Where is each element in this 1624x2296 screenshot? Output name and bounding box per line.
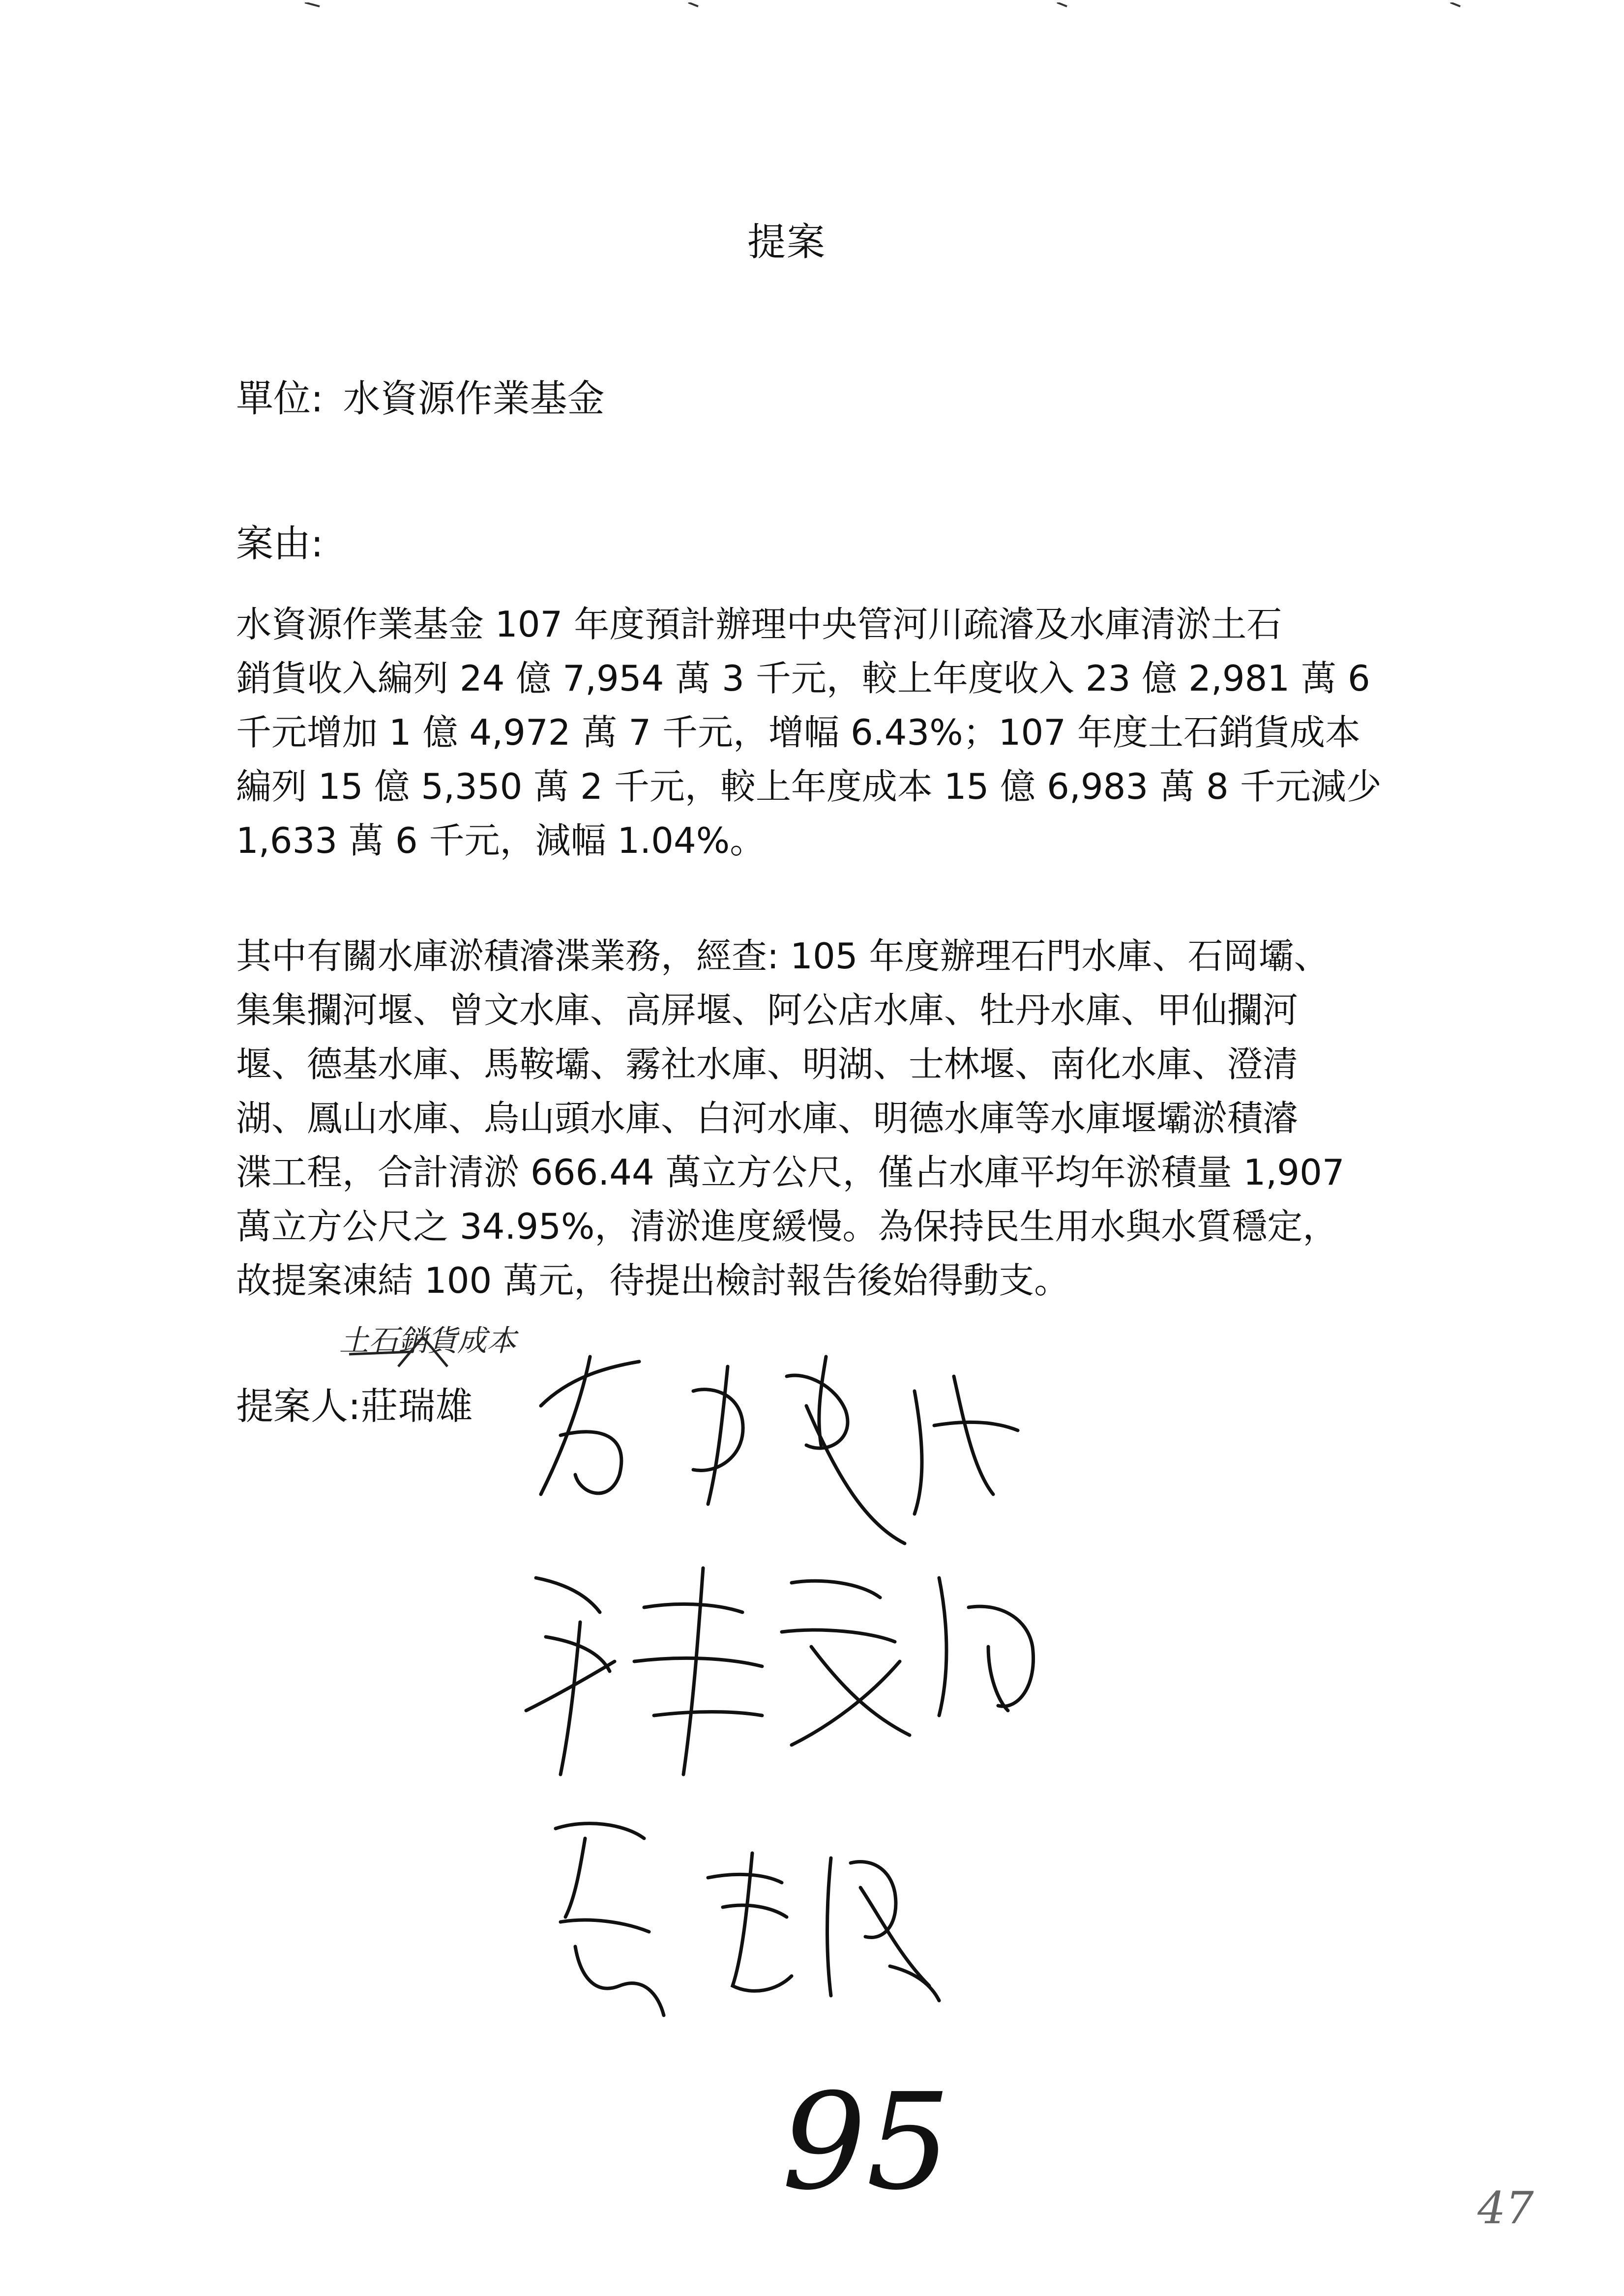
signature-1 [531, 1347, 1023, 1555]
paragraph-line: 1,633 萬 6 千元，減幅 1.04%。 [236, 820, 766, 861]
reason-paragraph-1 [236, 597, 1396, 868]
handwritten-note-text: 土石銷貨成本 [339, 1324, 516, 1358]
signature-3 [546, 1809, 949, 2037]
document-title: 提案 [747, 220, 827, 264]
paragraph-line: 銷貨收入編列 24 億 7,954 萬 3 千元，較上年度收入 23 億 2,981 萬 6 [236, 658, 1370, 699]
unit-label: 單位: [236, 377, 324, 420]
paragraph-line: 萬立方公尺之 34.95%，清淤進度緩慢。為保持民生用水與水質穩定， [236, 1206, 1338, 1247]
paragraph-line: 故提案凍結 100 萬元，待提出檢討報告後始得動支。 [236, 1260, 1070, 1301]
paragraph-line: 湖、鳳山水庫、烏山頭水庫、白河水庫、明德水庫等水庫堰壩淤積濬 [236, 1098, 1299, 1139]
page-number: 47 [1477, 2182, 1534, 2234]
paragraph-line: 編列 15 億 5,350 萬 2 千元，較上年度成本 15 億 6,983 萬 8 千元減少 [236, 766, 1382, 807]
handwritten-number: 95 [782, 2064, 951, 2219]
paragraph-line: 其中有關水庫淤積濬渫業務，經查: 105 年度辦理石門水庫、石岡壩、 [236, 935, 1329, 977]
paragraph-line: 渫工程，合計清淤 666.44 萬立方公尺，僅占水庫平均年淤積量 1,907 [236, 1152, 1345, 1193]
unit-value: 水資源作業基金 [343, 377, 605, 420]
paragraph-line: 堰、德基水庫、馬鞍壩、霧社水庫、明湖、士林堰、南化水庫、澄清 [236, 1044, 1299, 1085]
unit-line [236, 369, 605, 422]
signature-2 [516, 1548, 1047, 1786]
paragraph-line: 集集攔河堰、曾文水庫、高屏堰、阿公店水庫、牡丹水庫、甲仙攔河 [236, 989, 1299, 1031]
scan-top-edge [0, 0, 1624, 5]
paragraph-line: 水資源作業基金 107 年度預計辦理中央管河川疏濬及水庫清淤土石 [236, 604, 1282, 645]
reason-label: 案由: [236, 522, 324, 565]
paragraph-line: 千元增加 1 億 4,972 萬 7 千元，增幅 6.43%；107 年度土石銷貨成本 [236, 712, 1360, 753]
reason-paragraph-2 [236, 929, 1396, 1308]
proposer-line: 提案人:莊瑞雄 [236, 1384, 473, 1428]
